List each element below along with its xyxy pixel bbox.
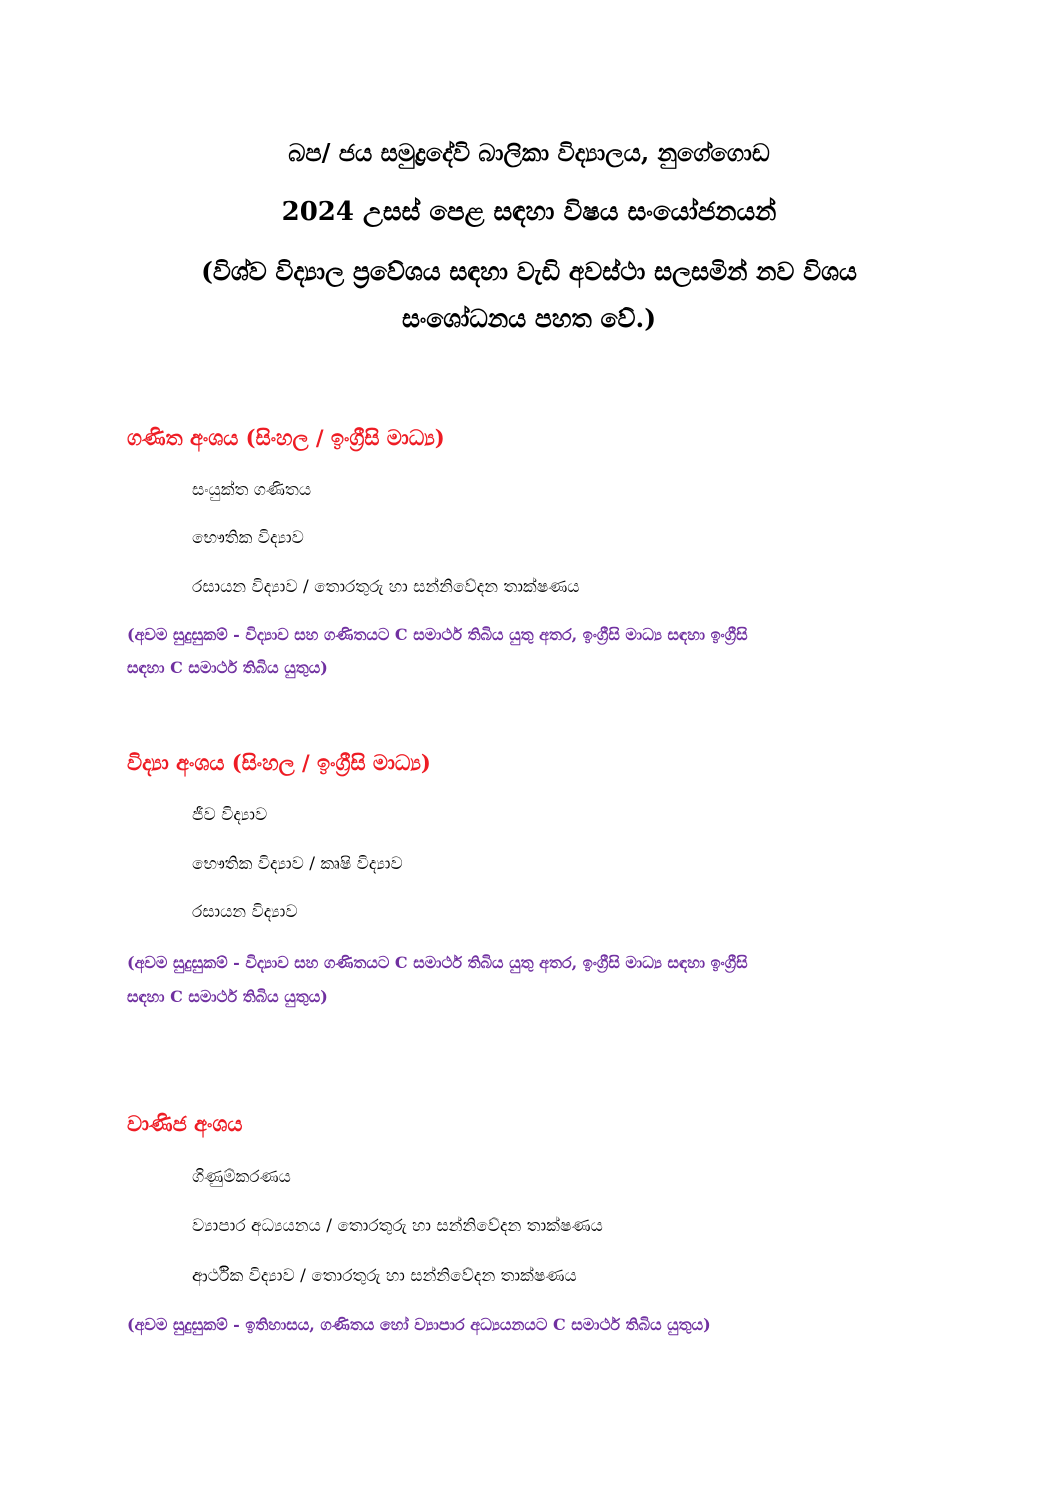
- subject-item: ආර්ථික විද්‍යාව / තොරතුරු හා සන්නිවේදන තාක්ෂණය: [192, 1266, 577, 1286]
- revision-note-line-2: සංශෝධනය පහත වේ.): [401, 304, 657, 333]
- requirement-note-line-1: (අවම සුදුසුකම් - විද්‍යාව සහ ගණිතයට C සමාර්ථ තිබිය යුතු අතර, ඉංග්‍රීසි මාධ්‍ය සඳහා ඉංග්‍රීසි: [127, 625, 748, 644]
- section-heading-maths: ගණිත අංශය (සිංහල / ඉංග්‍රීසි මාධ්‍ය): [127, 425, 445, 450]
- document-subtitle: 2024 උසස් පෙළ සඳහා විෂය සංයෝජනයන්: [281, 197, 777, 227]
- subject-item: භෞතික විද්‍යාව / කෘෂි විද්‍යාව: [192, 854, 403, 874]
- section-heading-commerce: වාණිජ අංශය: [127, 1111, 243, 1136]
- subject-item: ගිණුම්කරණය: [192, 1167, 291, 1187]
- section-heading-science: විද්‍යා අංශය (සිංහල / ඉංග්‍රීසි මාධ්‍ය): [127, 750, 431, 775]
- subject-item: ව්‍යාපාර අධ්‍යයනය / තොරතුරු හා සන්නිවේදන තාක්ෂණය: [192, 1216, 603, 1236]
- subject-item: ජීව විද්‍යාව: [192, 805, 268, 825]
- requirement-note-line-2: සඳහා C සමාර්ථ තිබිය යුතුය): [127, 987, 328, 1006]
- revision-note-line-1: (විශ්ව විද්‍යාල ප්‍රවේශය සඳහා වැඩි අවස්ථා සලසමින් නව විශය: [201, 257, 857, 286]
- subject-item: භෞතික විද්‍යාව: [192, 528, 304, 548]
- requirement-note-line-2: සඳහා C සමාර්ථ තිබිය යුතුය): [127, 658, 328, 677]
- subject-item: රසායන විද්‍යාව / තොරතුරු හා සන්නිවේදන තාක්ෂණය: [192, 577, 580, 597]
- subject-item: රසායන විද්‍යාව: [192, 902, 298, 922]
- requirement-note-line-1: (අවම සුදුසුකම් - ඉතිහාසය, ගණිතය හෝ ව්‍යාපාර අධ්‍යයනයට C සමාර්ථ තිබිය යුතුය): [127, 1315, 711, 1334]
- subject-item: සංයුක්ත ගණිතය: [192, 480, 312, 500]
- school-name: බප/ ජය සමුද්‍රදේවි බාලිකා විද්‍යාලය, නුගේගොඩ: [288, 138, 770, 167]
- requirement-note-line-1: (අවම සුදුසුකම් - විද්‍යාව සහ ගණිතයට C සමාර්ථ තිබිය යුතු අතර, ඉංග්‍රීසි මාධ්‍ය සඳහා ඉංග්‍රීසි: [127, 953, 748, 972]
